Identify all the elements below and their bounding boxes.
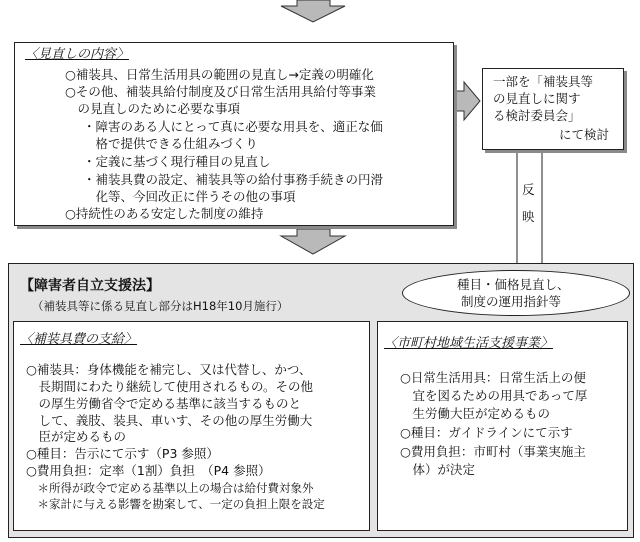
review-line: ・定義に基づく現行種目の見直し xyxy=(83,154,271,169)
right-arrow xyxy=(456,82,480,120)
review-line: ・補装具費の設定、補装具等の給付事務手続きの円滑 xyxy=(83,172,384,187)
device-benefit-heading: 〈補装具費の支給〉 xyxy=(20,332,138,347)
community-support-line: 体）が決定 xyxy=(400,462,476,477)
committee-line: にて検討 xyxy=(559,127,610,142)
community-support-line: ○費用負担：市町村（事業実施主 xyxy=(400,444,586,459)
device-benefit-line: 臣が定めるもの xyxy=(26,429,127,444)
top-down-arrow xyxy=(281,0,345,22)
committee-line: 一部を「補装具等 xyxy=(493,74,594,89)
law-title: 【障害者自立支援法】 xyxy=(20,278,160,294)
review-line: 化等、今回改正に伴うその他の事項 xyxy=(83,189,296,204)
middle-down-arrow xyxy=(281,229,345,254)
guideline-oval xyxy=(402,270,630,316)
reflect-char: 反 xyxy=(522,182,535,197)
review-line: 格で提供できる仕組みづくり xyxy=(83,136,258,151)
reflect-char: 映 xyxy=(522,209,535,224)
oval-line: 種目・価格見直し、 xyxy=(457,277,570,292)
law-subtitle: （補装具等に係る見直し部分はH18年10月施行） xyxy=(32,299,289,313)
device-benefit-line: して、義肢、装具、車いす、その他の厚生労働大 xyxy=(26,413,313,428)
community-support-line: 生労働大臣が定めるもの xyxy=(400,406,551,421)
review-heading: 〈見直しの内容〉 xyxy=(25,47,130,62)
device-benefit-line: ○費用負担：定率（1割）負担 （P4 参照） xyxy=(26,463,271,478)
community-support-line: 宜を図るための用具であって厚 xyxy=(400,388,588,403)
device-benefit-line: ○補装具：身体機能を補完し、又は代替し、かつ、 xyxy=(26,362,312,377)
device-benefit-line: ○種目：告示にて示す（P3 参照） xyxy=(26,446,219,461)
committee-box xyxy=(482,68,624,150)
community-support-line: ○日常生活用具：日常生活上の便 xyxy=(400,370,586,385)
committee-line: の見直しに関す xyxy=(493,91,581,106)
community-support-box xyxy=(377,321,628,531)
device-benefit-line: 長期間にわたり継続して使用されるもの。その他 xyxy=(26,379,314,394)
community-support-heading: 〈市町村地域生活支援事業〉 xyxy=(384,336,554,351)
review-line: の見直しのために必要な事項 xyxy=(65,101,241,116)
community-support-line: ○種目：ガイドラインにて示す xyxy=(400,425,573,440)
oval-line: 制度の運用指針等 xyxy=(461,294,562,309)
review-line: ○その他、補装具給付制度及び日常生活用具給付等事業 xyxy=(65,84,376,99)
review-line: ・障害のある人にとって真に必要な用具を、適正な価 xyxy=(83,119,383,134)
device-benefit-note: ＊所得が政令で定める基準以上の場合は給付費対象外 xyxy=(26,481,314,495)
committee-line: る検討委員会」 xyxy=(493,108,581,123)
review-line: ○補装具、日常生活用具の範囲の見直し→定義の明確化 xyxy=(65,67,374,82)
review-line: ○持続性のある安定した制度の維持 xyxy=(65,206,264,221)
review-box xyxy=(14,42,454,226)
device-benefit-note: ＊家計に与える影響を勘案して、一定の負担上限を設定 xyxy=(26,497,325,511)
device-benefit-box xyxy=(13,321,370,531)
device-benefit-line: の厚生労働省令で定める基準に該当するものと xyxy=(26,396,302,411)
